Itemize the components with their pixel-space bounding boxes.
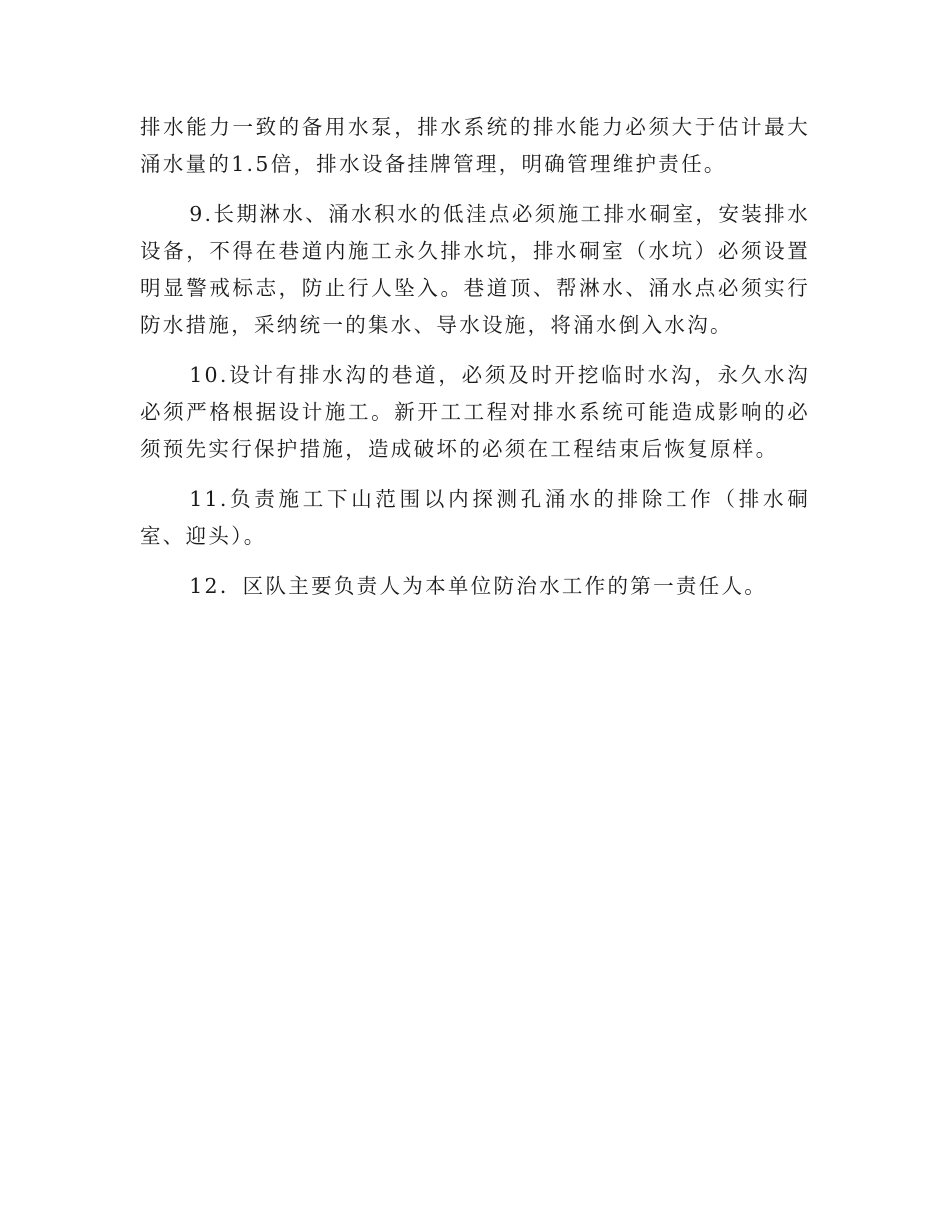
paragraph-item-11: 11.负责施工下山范围以内探测孔涌水的排除工作（排水硐室、迎头）。 [140,487,810,548]
paragraph-item-10: 10.设计有排水沟的巷道，必须及时开挖临时水沟，永久水沟必须严格根据设计施工。新开工工程对排水系统可能造成影响的必须预先实行保护措施，造成破坏的必须在工程结束后恢复原样。 [140,363,810,461]
paragraph-item-12: 12．区队主要负责人为本单位防治水工作的第一责任人。 [189,574,768,598]
paragraph-item-9: 9.长期淋水、涌水积水的低洼点必须施工排水硐室，安装排水设备，不得在巷道内施工永久排水坑，排水硐室（水坑）必须设置明显警戒标志，防止行人坠入。巷道顶、帮淋水、涌水点必须实行防水措施，采纳统一的集水、导水设施，将涌水倒入水沟。 [140,202,810,337]
document-body [140,109,810,618]
paragraph-continuation: 排水能力一致的备用水泵，排水系统的排水能力必须大于估计最大涌水量的1.5倍，排水设备挂牌管理，明确管理维护责任。 [140,115,810,176]
